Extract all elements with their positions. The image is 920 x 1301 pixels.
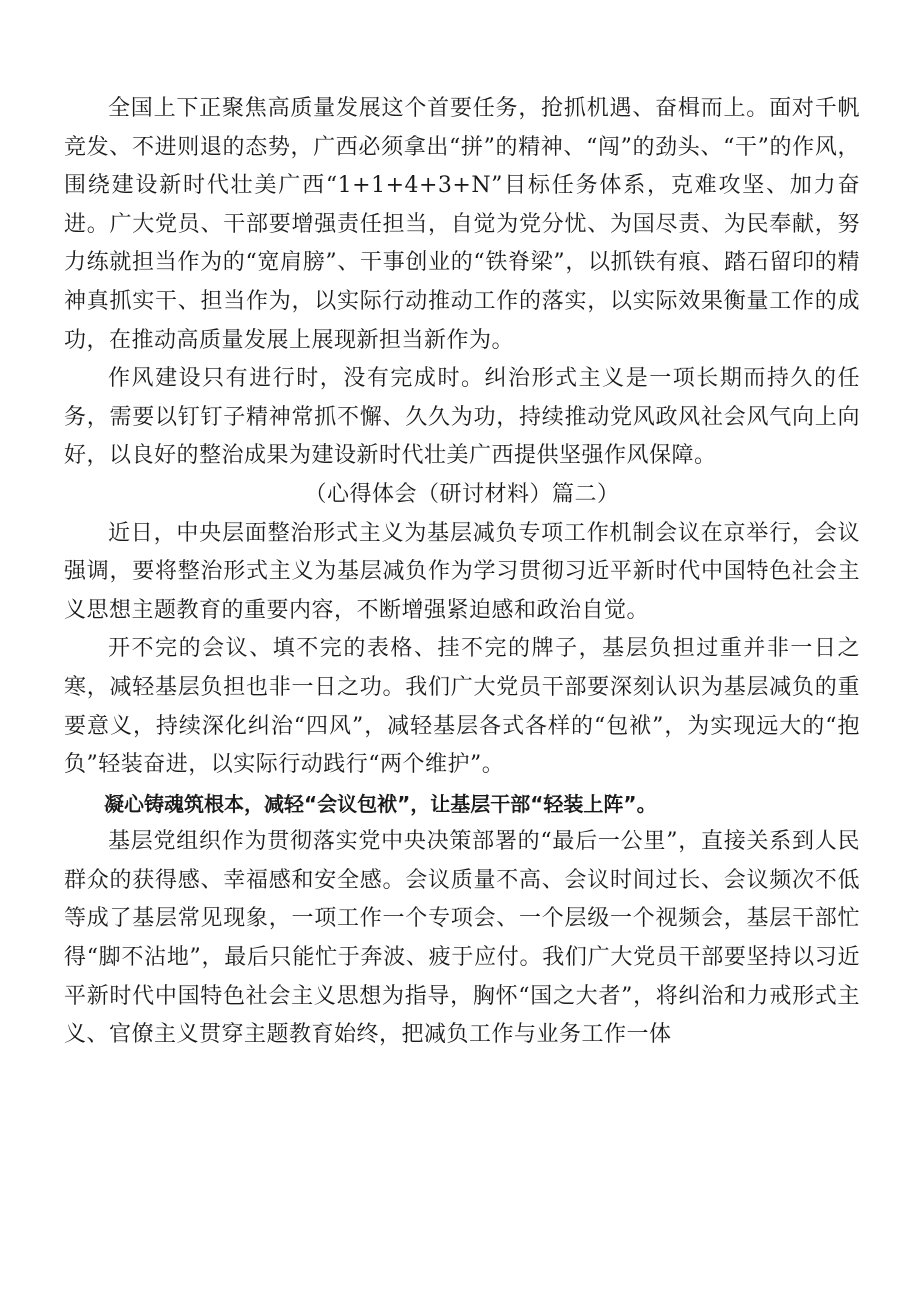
paragraph-1: 全国上下正聚焦高质量发展这个首要任务，抢抓机遇、奋楫而上。面对千帆竞发、不进则退的态势，广西必须拿出“拼”的精神、“闯”的劲头、“干”的作风，围绕建设新时代壮美广西“1+1+4+3+N”目标任务体系，克难攻坚、加力奋进。广大党员、干部要增强责任担当，自觉为党分忧、为国尽责、为民奉献，努力练就担当作为的“宽肩膀”、干事创业的“铁脊梁”，以抓铁有痕、踏石留印的精神真抓实干、担当作为，以实际行动推动工作的落实，以实际效果衡量工作的成功，在推动高质量发展上展现新担当新作为。 <box>64 96 860 353</box>
paragraph-3: 近日，中央层面整治形式主义为基层减负专项工作机制会议在京举行，会议强调，要将整治形式主义为基层减负作为学习贯彻习近平新时代中国特色社会主义思想主题教育的重要内容，不断增强紧迫感和政治自觉。 <box>64 520 860 623</box>
paragraph-2: 作风建设只有进行时，没有完成时。纠治形式主义是一项长期而持久的任务，需要以钉钉子精神常抓不懈、久久为功，持续推动党风政风社会风气向上向好，以良好的整治成果为建设新时代壮美广西提供坚强作风保障。 <box>64 366 860 469</box>
paragraph-4: 开不完的会议、填不完的表格、挂不完的牌子，基层负担过重并非一日之寒，减轻基层负担也非一日之功。我们广大党员干部要深刻认识为基层减负的重要意义，持续深化纠治“四风”，减轻基层各式各样的“包袱”，为实现远大的“抱负”轻装奋进，以实际行动践行“两个维护”。 <box>64 636 860 778</box>
section-heading: 凝心铸魂筑根本，减轻“会议包袱”，让基层干部“轻装上阵”。 <box>104 791 657 816</box>
section-subtitle: （心得体会（研讨材料）篇二） <box>304 481 620 507</box>
paragraph-5: 基层党组织作为贯彻落实党中央决策部署的“最后一公里”，直接关系到人民群众的获得感、幸福感和安全感。会议质量不高、会议时间过长、会议频次不低等成了基层常见现象，一项工作一个专项会、一个层级一个视频会，基层干部忙得“脚不沾地”，最后只能忙于奔波、疲于应付。我们广大党员干部要坚持以习近平新时代中国特色社会主义思想为指导，胸怀“国之大者”，将纠治和力戒形式主义、官僚主义贯穿主题教育始终，把减负工作与业务工作一体 <box>64 829 860 1048</box>
document-body <box>64 90 860 1055</box>
